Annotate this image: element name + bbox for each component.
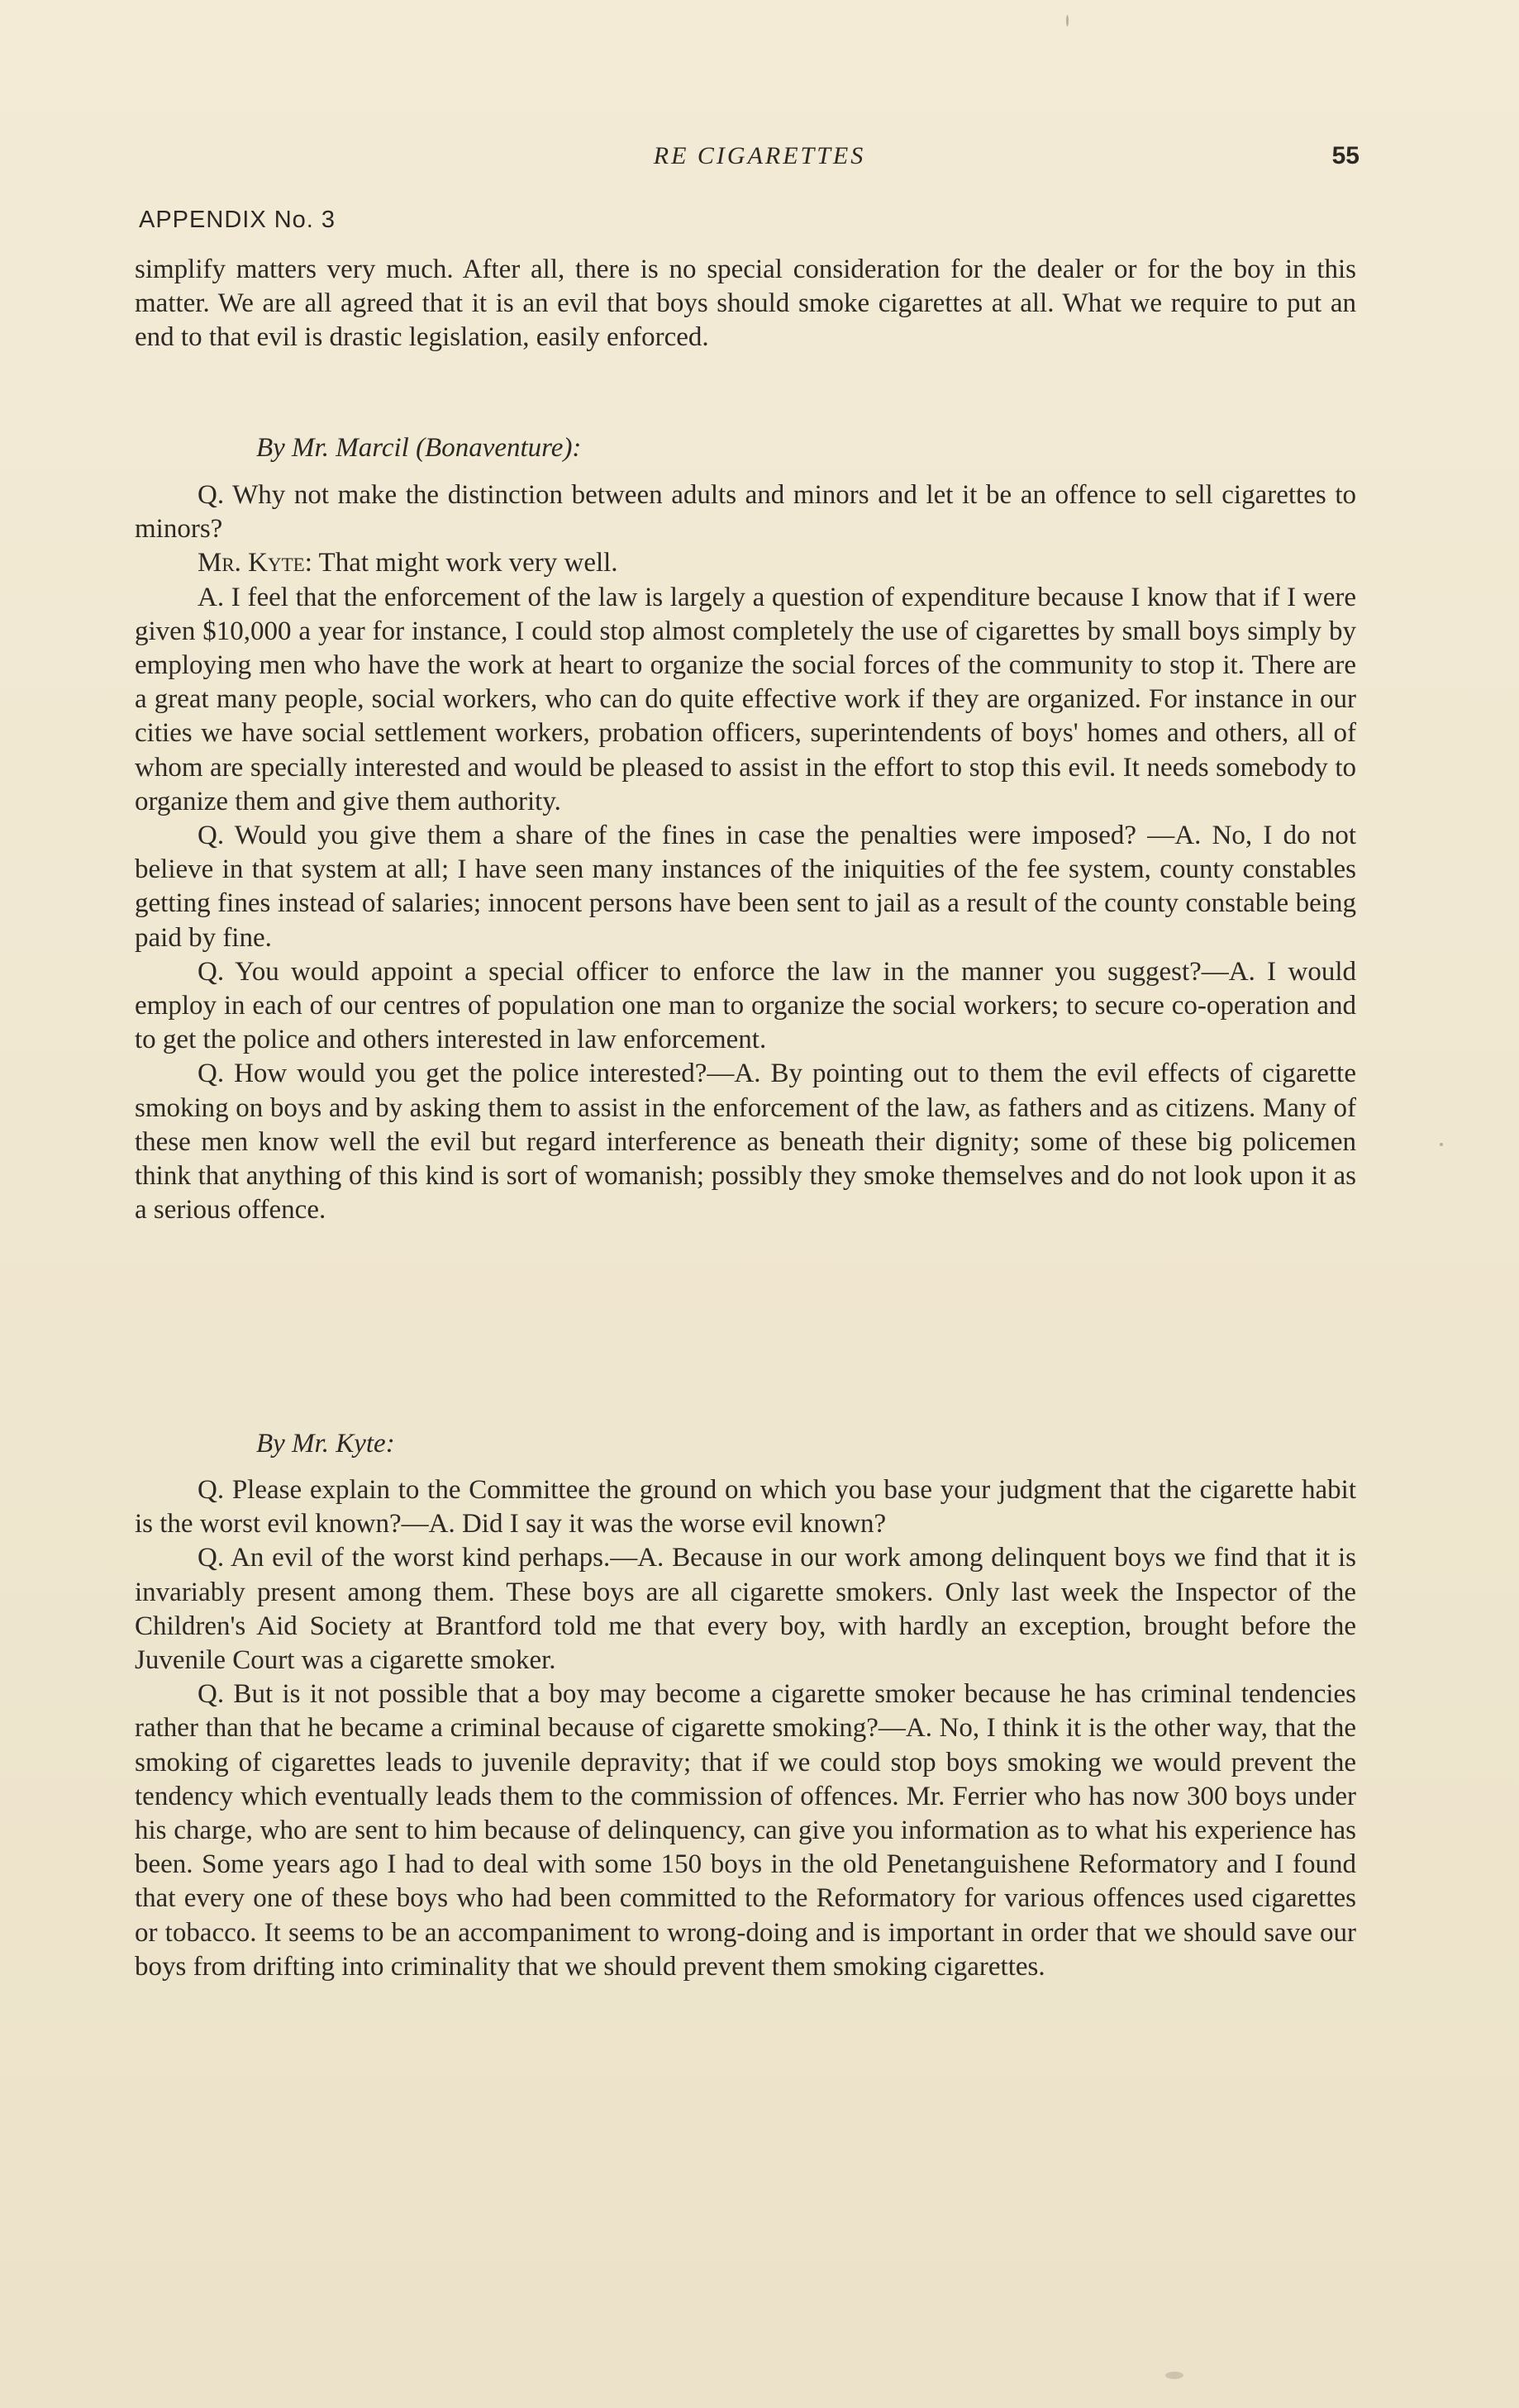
question-answer-paragraph: Q. An evil of the worst kind perhaps.—A. Because in our work among delinquent boys we find that it is invariably present among them. These boys are all cigarette smokers. Only last week the Inspector of the Children's Aid Society at Brantford told me that every boy, with hardly an exception, brought before the Juvenile Court was a cigarette smoker. <box>135 1543 1356 1676</box>
running-title: RE CIGARETTES <box>653 142 866 169</box>
running-header <box>0 142 1519 175</box>
paper-speck <box>1440 1143 1443 1146</box>
question-answer-paragraph: Q. But is it not possible that a boy may become a cigarette smoker because he has criminal tendencies rather than that he became a criminal because of cigarette smoking?—A. No, I think it is the other way, that the smoking of cigarettes leads to juvenile depravity; that if we could stop boys smoking we would prevent the tendency which eventually leads them to the commission of offences. Mr. Ferrier who has now 300 boys under his charge, who are sent to him because of delinquency, can give you information as to what his experience has been. Some years ago I had to deal with some 150 boys in the old Penetanguishene Reformatory and I found that every one of these boys who had been committed to the Reformatory for various offences used cigarettes or tobacco. It seems to be an accompaniment to wrong-doing and is important in order that we should save our boys from drifting into criminality that we should prevent them smoking cigarettes. <box>135 1679 1356 1982</box>
kyte-text-block <box>135 1473 1356 1984</box>
section-heading-kyte: By Mr. Kyte: <box>256 1429 395 1459</box>
section-heading-marcil: By Mr. Marcil (Bonaventure): <box>256 433 582 463</box>
marcil-text-block <box>135 478 1356 1227</box>
question-answer-paragraph: Q. How would you get the police interested?—A. By pointing out to them the evil effects of cigarette smoking on boys and by asking them to assist in the enforcement of the law, as fathers and as citizens. Many of these men know well the evil but regard interference as beneath their dignity; some of these big policemen think that anything of this kind is sort of womanish; possibly they smoke themselves and do not look upon it as a serious offence. <box>135 1059 1356 1225</box>
continuation-paragraph: simplify matters very much. After all, there is no special consideration for the dealer or for the boy in this matter. We are all agreed that it is an evil that boys should smoke cigarettes at all. What we require to put an end to that evil is drastic legislation, easily enforced. <box>135 255 1356 353</box>
speaker-name: Mr. Kyte <box>198 548 305 578</box>
question-answer-paragraph: Q. Would you give them a share of the fines in case the penalties were imposed? —A. No, I do not believe in that system at all; I have seen many instances of the iniquities of the fee system, county constables getting fines instead of salaries; innocent persons have been sent to jail as a result of the county constable being paid by fine. <box>135 821 1356 953</box>
question-answer-paragraph: Q. You would appoint a special officer to enforce the law in the manner you suggest?—A. I would employ in each of our centres of population one man to organize the social workers; to secure co-operation and to get the police and others interested in law enforcement. <box>135 956 1356 1055</box>
question-answer-paragraph: Q. Please explain to the Committee the ground on which you base your judgment that the cigarette habit is the worst evil known?—A. Did I say it was the worse evil known? <box>135 1475 1356 1540</box>
speaker-remark: : That might work very well. <box>304 548 618 578</box>
paper-speck <box>1066 15 1069 26</box>
continuation-text-block <box>135 253 1356 355</box>
appendix-label: APPENDIX No. 3 <box>139 207 336 233</box>
paper-speck <box>1165 2372 1183 2379</box>
speaker-line <box>135 546 1356 580</box>
answer-paragraph: A. I feel that the enforcement of the law is largely a question of expenditure because I know that if I were given $10,000 a year for instance, I could stop almost completely the use of cigarettes by small boys simply by employing men who have the work at heart to organize the social forces of the community to stop it. There are a great many people, social workers, who can do quite effective work if they are organized. For instance in our cities we have social settlement workers, probation officers, superintendents of boys' homes and others, all of whom are specially interested and would be pleased to assist in the effort to stop this evil. It needs somebody to organize them and give them authority. <box>135 582 1356 816</box>
page-number: 55 <box>1331 142 1359 169</box>
question-paragraph: Q. Why not make the distinction between adults and minors and let it be an offence to sell cigarettes to minors? <box>135 480 1356 545</box>
